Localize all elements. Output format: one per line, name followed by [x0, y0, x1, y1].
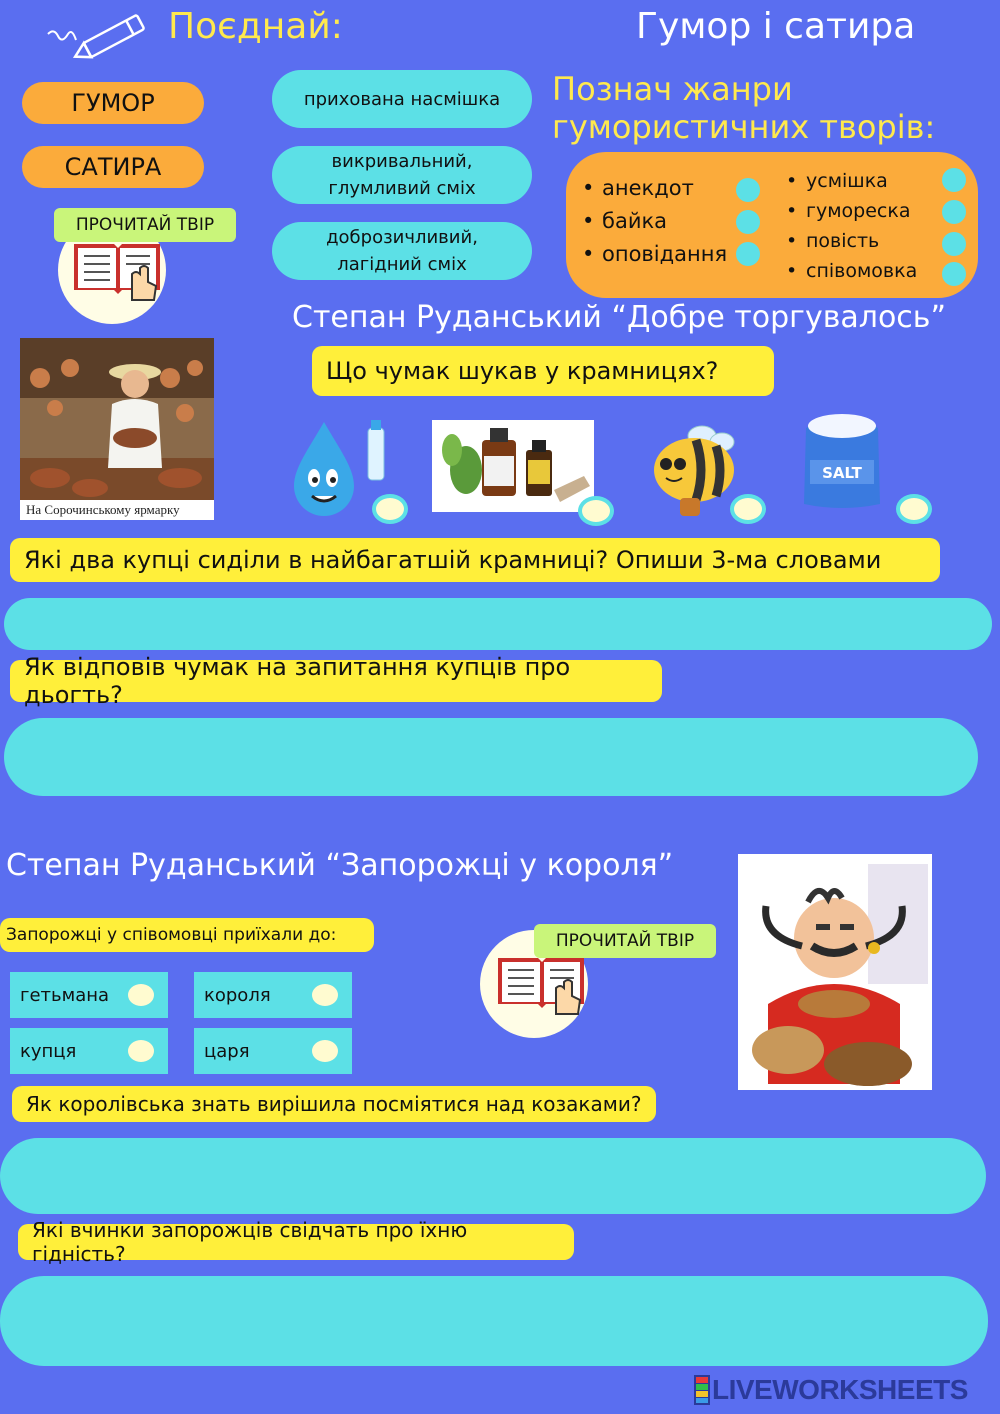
genre-item: • повість [786, 226, 917, 256]
read-work-tag-2[interactable]: ПРОЧИТАЙ ТВІР [534, 924, 716, 958]
choice-water-radio[interactable] [372, 494, 408, 524]
option-merchant[interactable] [10, 1028, 168, 1074]
choice-salt-radio[interactable] [896, 494, 932, 524]
option-radio[interactable] [312, 1040, 338, 1062]
option-hetman[interactable] [10, 972, 168, 1018]
genres-col2 [786, 166, 917, 286]
genre-checkbox-baika[interactable] [736, 210, 760, 234]
option-label: царя [204, 1040, 250, 1062]
story1-question-3: Як відповів чумак на запитання купців про дьогть? [10, 660, 662, 702]
genre-item: • співомовка [786, 256, 917, 286]
option-label: купця [20, 1040, 77, 1062]
match-left-humor[interactable]: ГУМОР [22, 82, 204, 124]
match-left-satire[interactable]: САТИРА [22, 146, 204, 188]
genre-checkbox-anekdot[interactable] [736, 178, 760, 202]
story1-answer-3[interactable] [4, 718, 978, 796]
tar-bottle-icon[interactable] [432, 420, 594, 512]
honey-bee-icon[interactable] [636, 414, 740, 518]
story1-question-2: Які два купці сиділи в найбагатшій крамниці? Опиши 3-ма словами [10, 538, 940, 582]
live-badge-icon [694, 1375, 710, 1405]
fair-photo [20, 338, 214, 520]
topic-title: Гумор і сатира [636, 6, 916, 47]
option-label: гетьмана [20, 984, 110, 1006]
genre-checkbox-spivomovka[interactable] [942, 262, 966, 286]
match-right-2[interactable]: викривальний, глумливий сміх [272, 146, 532, 204]
story1-title: Степан Руданський “Добре торгувалось” [292, 300, 947, 335]
pencil-icon [44, 6, 156, 62]
story2-answer-3[interactable] [0, 1276, 988, 1366]
story2-title: Степан Руданський “Запорожці у короля” [6, 848, 674, 883]
genre-checkbox-opovidannia[interactable] [736, 242, 760, 266]
salt-bag-icon[interactable] [800, 408, 884, 512]
story2-options-label: Запорожці у співомовці приїхали до: [0, 918, 374, 952]
story1-answer-2[interactable] [4, 598, 992, 650]
option-radio[interactable] [128, 1040, 154, 1062]
option-tsar[interactable] [194, 1028, 352, 1074]
match-right-1[interactable]: прихована насмішка [272, 70, 532, 128]
story2-answer-2[interactable] [0, 1138, 986, 1214]
genre-checkbox-usmishka[interactable] [942, 168, 966, 192]
option-radio[interactable] [312, 984, 338, 1006]
read-work-tag-1[interactable]: ПРОЧИТАЙ ТВІР [54, 208, 236, 242]
cossack-illustration [738, 854, 932, 1090]
genre-item: • усмішка [786, 166, 917, 196]
book-icon [70, 234, 166, 304]
genre-item: • гумореска [786, 196, 917, 226]
liveworksheets-logo[interactable] [694, 1374, 968, 1406]
choice-tar-radio[interactable] [578, 496, 614, 526]
salt-label: SALT [822, 464, 862, 482]
genres-title [552, 70, 992, 146]
option-label: короля [204, 984, 271, 1006]
fair-photo-caption: На Сорочинському ярмарку [26, 502, 180, 517]
option-king[interactable] [194, 972, 352, 1018]
story2-question-3: Які вчинки запорожців свідчать про їхню гідність? [18, 1224, 574, 1260]
match-title: Поєднай: [168, 6, 343, 47]
genre-checkbox-povist[interactable] [942, 232, 966, 256]
match-right-3[interactable]: доброзичливий, лагідний сміх [272, 222, 532, 280]
genres-title-text: Познач жанри гумористичних творів: [552, 70, 936, 146]
genre-item: • оповідання [582, 238, 727, 271]
story1-question-1: Що чумак шукав у крамницях? [312, 346, 774, 396]
genre-item: • анекдот [582, 172, 727, 205]
genre-item: • байка [582, 205, 727, 238]
option-radio[interactable] [128, 984, 154, 1006]
genres-col1 [582, 172, 727, 271]
genre-checkbox-humoreska[interactable] [942, 200, 966, 224]
story2-question-2: Як королівська знать вирішила посміятися над козаками? [12, 1086, 656, 1122]
choice-honey-radio[interactable] [730, 494, 766, 524]
liveworksheets-brand: LIVEWORKSHEETS [712, 1374, 968, 1405]
book-icon-2 [494, 948, 590, 1018]
